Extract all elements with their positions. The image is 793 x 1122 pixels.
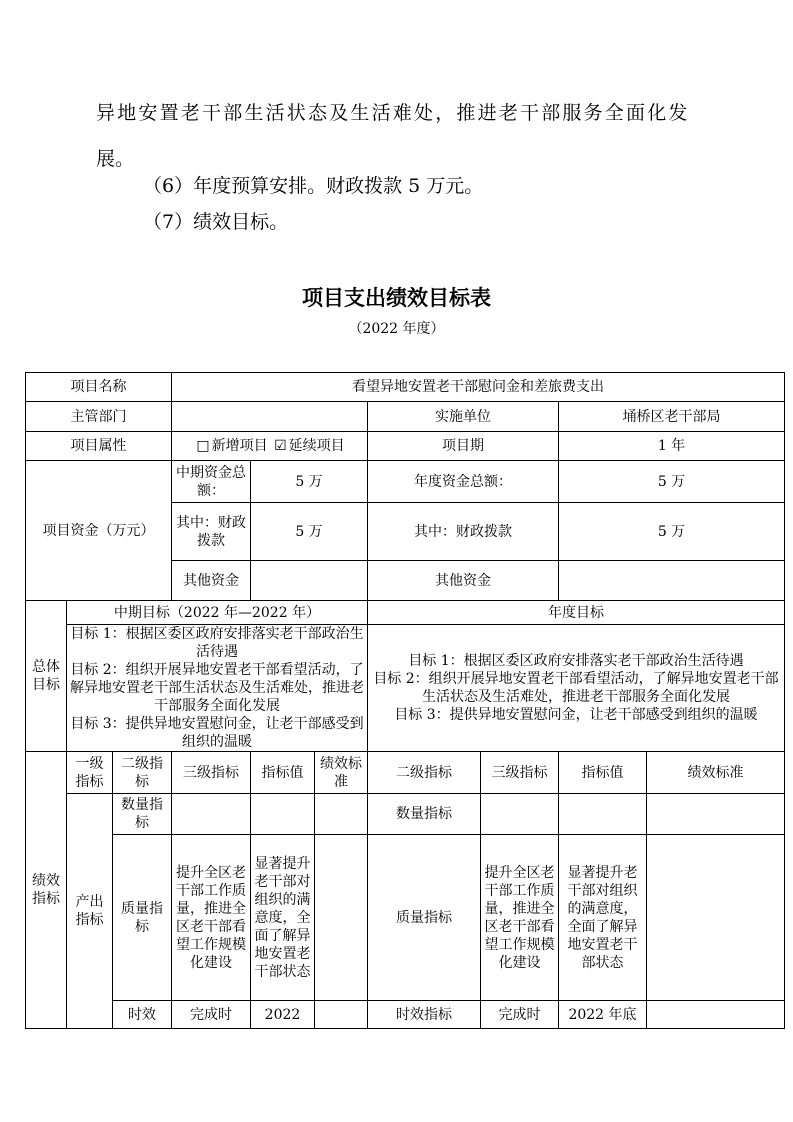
header-standard: 绩效标准 — [315, 752, 368, 794]
quantity-value-mid — [251, 794, 315, 835]
attr-value — [172, 432, 368, 461]
time-standard-mid — [315, 1001, 368, 1029]
mid-goals-text — [67, 625, 368, 752]
mid-goal-2: 目标 2：组织开展异地安置老干部看望活动，了解异地安置老干部生活状态及生活难处，推进老干部服务全面化发展 — [70, 662, 364, 714]
period-label: 项目期 — [368, 432, 559, 461]
dept-value — [172, 402, 368, 432]
time-value-mid: 2022 — [251, 1001, 315, 1029]
table-row — [26, 373, 785, 402]
output-indicators-label: 产出指标 — [67, 794, 113, 1029]
table-row — [26, 1001, 785, 1029]
annual-goal-2: 目标 2：组织开展异地安置老干部看望活动，了解异地安置老干部生活状态及生活难处，推进老干部服务全面化发展 — [373, 671, 779, 705]
annual-goals-text — [368, 625, 785, 752]
quantity-standard-mid — [315, 794, 368, 835]
perf-indicators-label: 绩效指标 — [26, 752, 67, 1029]
header-standard-annual: 绩效标准 — [647, 752, 785, 794]
table-row — [26, 402, 785, 432]
header-level2-annual: 二级指标 — [368, 752, 481, 794]
header-level2: 二级指标 — [113, 752, 172, 794]
fiscal-value-mid: 5 万 — [251, 503, 368, 561]
table-row — [26, 794, 785, 835]
annual-total-label: 年度资金总额： — [368, 461, 559, 503]
quality-standard-annual — [647, 835, 785, 1001]
header-value-annual: 指标值 — [559, 752, 647, 794]
header-value: 指标值 — [251, 752, 315, 794]
quantity-l3-annual — [481, 794, 559, 835]
table-row — [26, 461, 785, 503]
quality-indicator-mid: 质量指标 — [113, 835, 172, 1001]
table-subtitle: （2022 年度） — [348, 321, 445, 337]
body-paragraph-line: 展。 — [96, 148, 135, 170]
checkbox-empty-icon: □ — [196, 438, 210, 454]
quantity-indicator-mid: 数量指标 — [113, 794, 172, 835]
other-label-mid: 其他资金 — [172, 561, 251, 601]
impl-unit-value: 埇桥区老干部局 — [559, 402, 785, 432]
quality-value-annual: 显著提升老干部对组织的满意度，全面了解异地安置老干部状态 — [559, 835, 647, 1001]
fiscal-value-annual: 5 万 — [559, 503, 785, 561]
quality-standard-mid — [315, 835, 368, 1001]
attr-new-label: 新增项目 — [211, 438, 268, 454]
other-value-annual — [559, 561, 785, 601]
mid-total-value: 5 万 — [251, 461, 368, 503]
fiscal-label-annual: 其中：财政拨款 — [368, 503, 559, 561]
header-level3: 三级指标 — [172, 752, 251, 794]
fiscal-label-mid: 其中：财政拨款 — [172, 503, 251, 561]
quantity-indicator-annual: 数量指标 — [368, 794, 481, 835]
quality-value-mid: 显著提升老干部对组织的满意度，全面了解异地安置老干部状态 — [251, 835, 315, 1001]
time-indicator-annual: 时效指标 — [368, 1001, 481, 1029]
table-row — [26, 752, 785, 794]
quantity-l3-mid — [172, 794, 251, 835]
impl-unit-label: 实施单位 — [368, 402, 559, 432]
annual-goal-header: 年度目标 — [368, 601, 785, 625]
budget-paragraph: （6）年度预算安排。财政拨款 5 万元。 — [143, 175, 484, 197]
time-l3-annual: 完成时 — [481, 1001, 559, 1029]
goal-paragraph: （7）绩效目标。 — [143, 211, 289, 233]
dept-label: 主管部门 — [26, 402, 172, 432]
quality-l3-mid: 提升全区老干部工作质量，推进全区老干部看望工作规模化建设 — [172, 835, 251, 1001]
table-row — [26, 432, 785, 461]
time-indicator-mid: 时效 — [113, 1001, 172, 1029]
header-level3-annual: 三级指标 — [481, 752, 559, 794]
mid-goal-header: 中期目标（2022 年—2022 年） — [67, 601, 368, 625]
project-name-value: 看望异地安置老干部慰问金和差旅费支出 — [172, 373, 785, 402]
table-row — [26, 835, 785, 1001]
time-value-annual: 2022 年底 — [559, 1001, 647, 1029]
period-value: 1 年 — [559, 432, 785, 461]
attr-label: 项目属性 — [26, 432, 172, 461]
other-value-mid — [251, 561, 368, 601]
header-level1: 一级指标 — [67, 752, 113, 794]
table-title: 项目支出绩效目标表 — [302, 285, 491, 310]
annual-total-value: 5 万 — [559, 461, 785, 503]
quantity-standard-annual — [647, 794, 785, 835]
overall-goal-label: 总体目标 — [26, 601, 67, 752]
body-paragraph-line: 异地安置老干部生活状态及生活难处，推进老干部服务全面化发 — [96, 102, 690, 124]
quality-l3-annual: 提升全区老干部工作质量，推进全区老干部看望工作规模化建设 — [481, 835, 559, 1001]
funds-label: 项目资金（万元） — [26, 461, 172, 601]
annual-goal-3: 目标 3：提供异地安置慰问金，让老干部感受到组织的温暖 — [394, 707, 758, 723]
other-label-annual: 其他资金 — [368, 561, 559, 601]
checkbox-checked-icon: ☑ — [274, 438, 287, 454]
quality-indicator-annual: 质量指标 — [368, 835, 481, 1001]
mid-goal-3: 目标 3：提供异地安置慰问金，让老干部感受到组织的温暖 — [70, 716, 364, 750]
time-l3-mid: 完成时 — [172, 1001, 251, 1029]
quantity-value-annual — [559, 794, 647, 835]
attr-continue-label: 延续项目 — [288, 438, 345, 454]
performance-target-table — [25, 372, 785, 1029]
mid-total-label: 中期资金总额： — [172, 461, 251, 503]
time-standard-annual — [647, 1001, 785, 1029]
table-row — [26, 625, 785, 752]
mid-goal-1: 目标 1：根据区委区政府安排落实老干部政治生活待遇 — [70, 626, 364, 660]
table-row — [26, 601, 785, 625]
annual-goal-1: 目标 1：根据区委区政府安排落实老干部政治生活待遇 — [408, 653, 744, 669]
project-name-label: 项目名称 — [26, 373, 172, 402]
